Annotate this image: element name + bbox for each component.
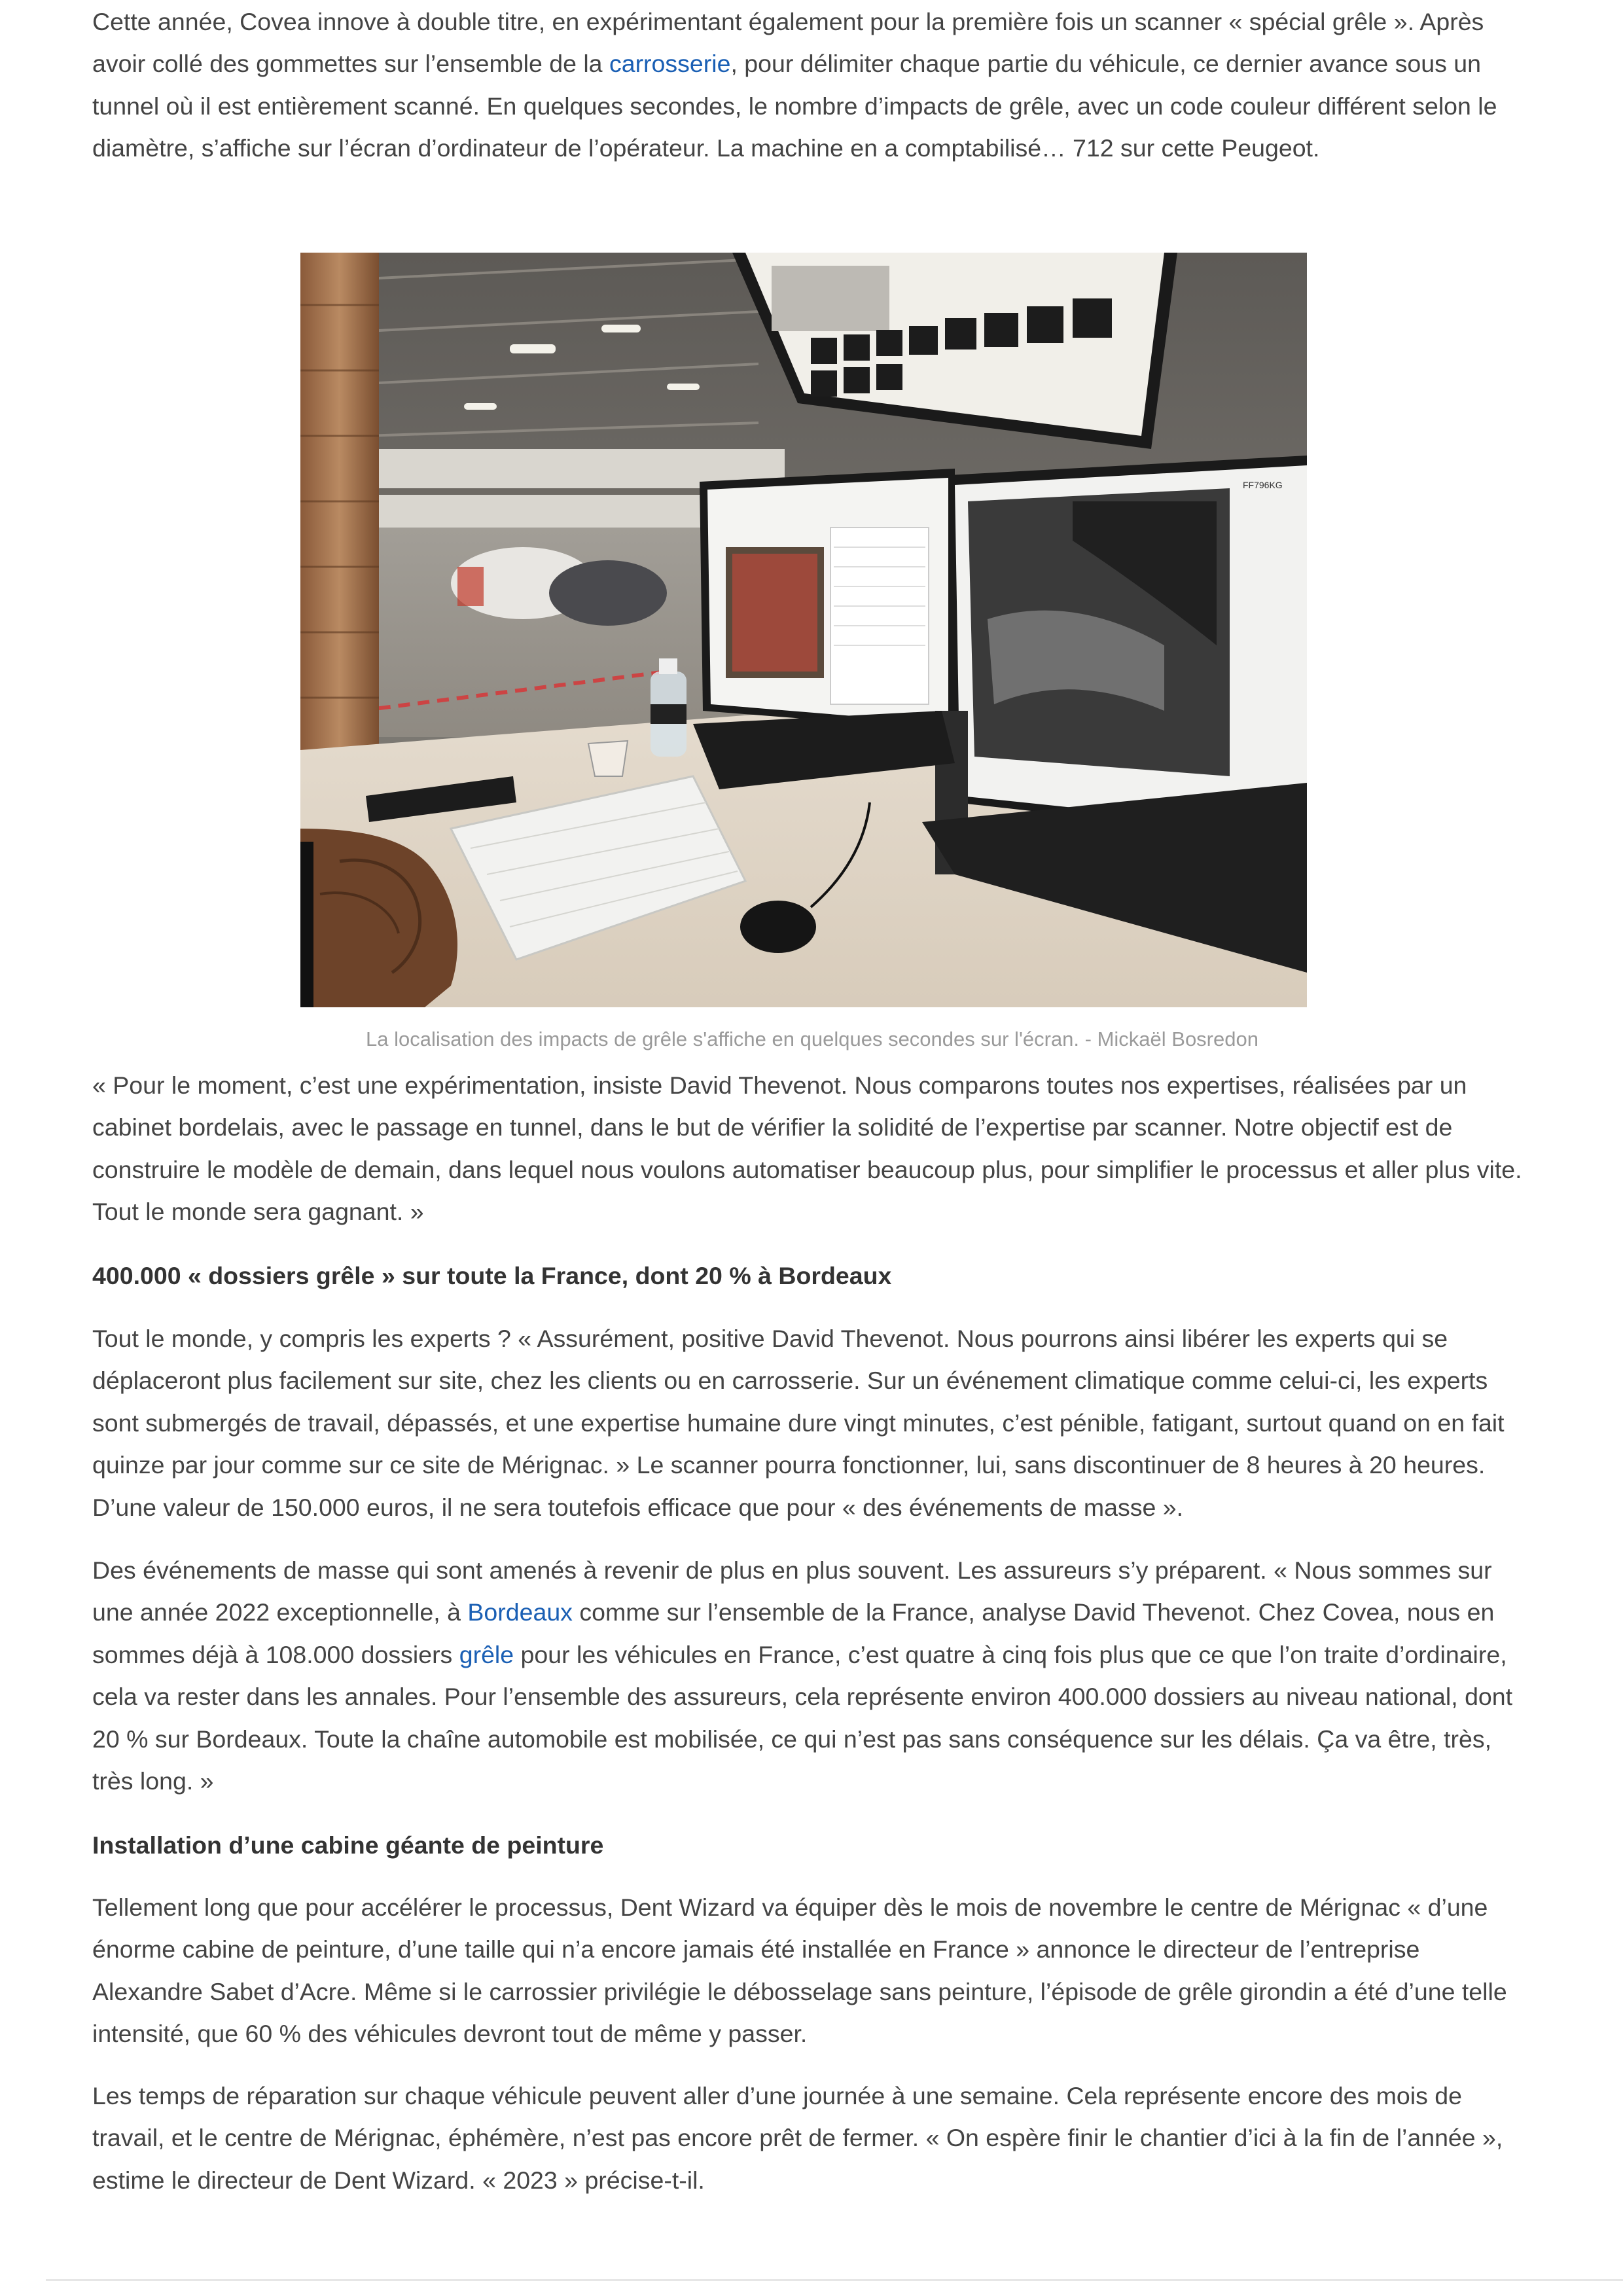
- paragraph-text-a: Des événements de masse qui sont amenés à revenir de plus en plus souvent. Les assureurs s’y préparent. « Nous sommes sur une année 2022 exceptionnelle, à: [92, 1556, 1492, 1626]
- paragraph-cabine: Tellement long que pour accélérer le processus, Dent Wizard va équiper dès le mois de novembre le centre de Mérignac « d’une énorme cabine de peinture, d’une taille qui n’a encore jamais été installée en France » annonce le directeur de l’entreprise Alexandre Sabet d’Acre. Même si le carrossier privilégie le débosselage sans peinture, l’épisode de grêle girondin a été d’une telle intensité, que 60 % des véhicules devront tout de même y passer.: [92, 1893, 1507, 2048]
- link-grele[interactable]: grêle: [459, 1640, 514, 1668]
- paragraph-text-b: comme sur l’ensemble de la France, analyse David Thevenot. Chez Covea, nous en sommes déjà à 108.000 dossiers: [92, 1598, 1495, 1668]
- paragraph-evenements-masse: [92, 1549, 1532, 1802]
- photo-illustration: [300, 253, 1307, 1007]
- intro-paragraph: [92, 1, 1532, 170]
- subheading-dossiers-grele: 400.000 « dossiers grêle » sur toute la France, dont 20 % à Bordeaux: [92, 1262, 892, 1289]
- link-bordeaux[interactable]: Bordeaux: [467, 1598, 573, 1626]
- link-carrosserie[interactable]: carrosserie: [609, 50, 731, 78]
- paragraph-quote-experimentation: « Pour le moment, c’est une expérimentation, insiste David Thevenot. Nous comparons toutes nos expertises, réalisées par un cabinet bordelais, avec le passage en tunnel, dans le but de vérifier la solidité de l’expertise par scanner. Notre objectif est de construire le modèle de demain, dans lequel nous voulons automatiser beaucoup plus, pour simplifier le processus et aller plus vite. Tout le monde sera gagnant. »: [92, 1071, 1522, 1226]
- screen-plate-text: FF796KG: [1243, 480, 1283, 490]
- paragraph-temps-reparation: Les temps de réparation sur chaque véhicule peuvent aller d’une journée à une semaine. Cela représente encore des mois de travail, et le centre de Mérignac, éphémère, n’est pas encore prêt de fermer. « On espère finir le chantier d’ici à la fin de l’année », estime le directeur de Dent Wizard. « 2023 » précise-t-il.: [92, 2082, 1503, 2194]
- bottom-divider: [46, 2279, 1623, 2281]
- article-photo: [300, 253, 1307, 1007]
- paragraph-text-c: pour les véhicules en France, c’est quatre à cinq fois plus que ce que l’on traite d’ordinaire, cela va rester dans les annales. Pour l’ensemble des assureurs, cela représente environ 400.000 dossiers au niveau national, dont 20 % sur Bordeaux. Toute la chaîne automobile est mobilisée, ce qui n’est pas sans conséquence sur les délais. Ça va être, très, très long. »: [92, 1640, 1513, 1795]
- paragraph-experts: Tout le monde, y compris les experts ? « Assurément, positive David Thevenot. Nous pourrons ainsi libérer les experts qui se déplaceront plus facilement sur site, chez les clients ou en carrosserie. Sur un événement climatique comme celui-ci, les experts sont submergés de travail, dépassés, et une expertise humaine dure vingt minutes, c’est pénible, fatigant, surtout quand on en fait quinze par jour comme sur ce site de Mérignac. » Le scanner pourra fonctionner, lui, sans discontinuer de 8 heures à 20 heures. D’une valeur de 150.000 euros, il ne sera toutefois efficace que pour « des événements de masse ».: [92, 1325, 1505, 1521]
- intro-text-1: Cette année, Covea innove à double titre, en expérimentant également pour la première fois un scanner « spécial grêle ». Après avoir collé des gommettes sur l’ensemble de la: [92, 8, 1484, 78]
- subheading-cabine-peinture: Installation d’une cabine géante de peinture: [92, 1831, 604, 1859]
- photo-caption: La localisation des impacts de grêle s'affiche en quelques secondes sur l'écran. - Mickaël Bosredon: [366, 1028, 1258, 1050]
- intro-text-2: , pour délimiter chaque partie du véhicule, ce dernier avance sous un tunnel où il est entièrement scanné. En quelques secondes, le nombre d’impacts de grêle, avec un code couleur différent selon le diamètre, s’affiche sur l’écran d’ordinateur de l’opérateur. La machine en a comptabilisé… 712 sur cette Peugeot.: [92, 50, 1497, 162]
